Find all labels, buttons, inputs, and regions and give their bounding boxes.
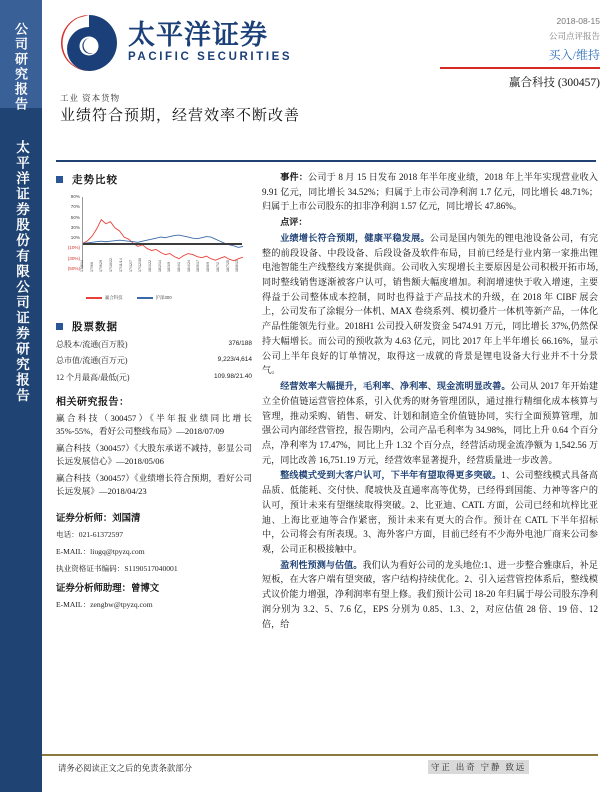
chart-x-tick: 18/5/17 [196, 260, 201, 272]
body-paragraph [262, 231, 598, 378]
chart-y-axis [56, 193, 81, 269]
sidebar-top-label: 公司研究报告 [13, 22, 28, 112]
chart-x-tick: 18/1/22 [147, 260, 152, 272]
chart-x-tick: 18/7/2 [215, 262, 220, 272]
chart-y-tick: 10% [70, 235, 80, 241]
analyst-license: 执业资格证书编码：S1190517040001 [56, 563, 178, 573]
chart-x-axis [80, 258, 242, 294]
stock-data-label: 总市值/流通(百万元) [56, 356, 128, 366]
related-research-item[interactable]: 赢合科技（300457）《大股东承诺不减持，彰显公司长远发展信心》—2018/05/06 [56, 442, 252, 466]
pacific-securities-logo-icon [58, 12, 120, 74]
chart-y-tick: (50%) [67, 266, 80, 271]
page-title: 业绩符合预期，经营效率不断改善 [60, 108, 301, 124]
paragraph-lead: 盈利性预测与估值。 [280, 559, 363, 570]
stock-data-value: 376/188 [228, 340, 252, 347]
chart-x-tick: 17/9/29 [99, 260, 104, 272]
sidebar-bottom-label: 太平洋证券股份有限公司证券研究报告 [14, 140, 29, 404]
square-bullet-icon [56, 176, 63, 183]
company-name: 赢合科技 (300457) [508, 77, 600, 90]
sector-label: 工业 资本货物 [60, 93, 121, 103]
analyst-title: 证券分析师：刘国清 [56, 513, 141, 524]
brand-logo [58, 12, 292, 74]
paragraph-lead: 经营效率大幅提升，毛利率、净利率、现金流明显改善。 [280, 381, 511, 392]
stock-data-value: 9,223/4,614 [217, 356, 252, 364]
chart-x-tick: 17/11/14 [118, 258, 123, 272]
stock-data-row [56, 356, 252, 366]
square-bullet-icon [56, 323, 63, 330]
footer-slogan: 守正 出奇 宁静 致远 [428, 760, 529, 774]
brand-name-en: PACIFIC SECURITIES [128, 51, 293, 64]
stock-data-section-header [56, 319, 252, 334]
body-paragraph [262, 170, 598, 214]
paragraph-text: 公司是国内领先的锂电池设备公司，有完整的前段设备、中段设备、后段设备及软件布局，目前已经是行业内第一家推出锂电池智能生产线整线方案提供商。公司收入实现增长主要原因是公司积极开拓市场,同时整线销售逐渐被客户认可，销售额大幅度增加。利润增速快于收入增速，主要得益于公司整体成本控制，同时也得益于产品技术的升级，在 2018 年 CIBF 展会上，公司发布了涂辊分一体机、MAX 卷绕系列、模切叠片一体机等新产品，一体化产品性能领先行业。2018H1 公司投入研发资金 5474.91 万元，同比增长 37%,仍然保持大幅增长。而公司的预收款为 4.63 亿元，同比 2017 年上半年增长 66.16%，显示公司上半年良好的订单情况，取得这一成就的背景是锂电设备大行业并不十分景气。 [262, 232, 598, 376]
body-paragraph [262, 379, 598, 467]
chart-legend [86, 295, 172, 301]
chart-x-tick: 18/3/9 [167, 262, 172, 272]
legend-label-0: 赢合科技 [105, 295, 123, 300]
chart-x-tick: 17/10/22 [109, 258, 114, 272]
chart-x-tick: 18/6/9 [206, 262, 211, 272]
footer-divider [42, 754, 598, 756]
stock-data-section-title: 股票数据 [72, 322, 118, 333]
paragraph-text: 我们认为看好公司的龙头地位:1、进一步整合雅康后，补足短板，在大客户端有望突破，客户结构持续优化。2、引入运营管控体系后，整线模式议价能力增强，净利润率有望上修。我们预计公司 18-20 年归属于母公司股东净利润分别为 3.2、5、7.6 亿，EPS 分别为 0.85、1.3、2，对应估值 28 倍、19 倍、12 倍，给 [262, 559, 598, 629]
chart-series-line [83, 235, 243, 247]
related-research-title: 相关研究报告： [56, 397, 130, 409]
assistant-title: 证券分析师助理：曾博文 [56, 583, 160, 594]
stock-data-value: 109.98/21.40 [214, 372, 252, 380]
legend-item-1 [137, 295, 172, 301]
report-date: 2018-08-15 [556, 16, 600, 26]
chart-y-tick: (10%) [67, 245, 80, 251]
header-red-rule [440, 67, 600, 69]
chart-section-header [56, 172, 252, 187]
chart-series-svg [83, 197, 243, 269]
chart-section-title: 走势比较 [72, 175, 118, 186]
assistant-email: E-MAIL：zengbw@tpyzq.com [56, 599, 153, 609]
legend-item-0 [86, 295, 123, 301]
chart-x-tick: 17/8/14 [80, 260, 84, 272]
stock-data-row [56, 340, 252, 350]
chart-zero-line [83, 243, 242, 244]
brand-name-cn: 太平洋证券 [128, 20, 268, 51]
chart-x-tick: 18/2/14 [157, 260, 162, 272]
chart-y-tick: 30% [70, 224, 80, 230]
chart-plot-area [82, 197, 242, 269]
chart-x-tick: 17/12/30 [138, 258, 143, 272]
rating-badge: 买入/维持 [548, 48, 600, 62]
report-body [262, 170, 598, 632]
related-research-item[interactable]: 赢合科技（300457）《半年报业绩同比增长 35%-55%，看好公司整线布局》—2018/07/09 [56, 413, 252, 437]
chart-y-tick: 70% [70, 204, 80, 210]
chart-x-tick: 18/8/13 [235, 260, 240, 272]
left-column [56, 172, 252, 616]
paragraph-lead: 业绩增长符合预期，健康平稳发展。 [280, 232, 430, 243]
chart-x-tick: 18/4/24 [186, 260, 191, 272]
paragraph-text: 公司于 8 月 15 日发布 2018 年半年度业绩，2018 年上半年实现营业收入 9.91 亿元，同比增长 34.52%；归属于上市公司净利润 1.7 亿元，同比增长 48.71%；归属于上市公司股东的扣非净利润 1.57 亿元，同比增长 47.86%。 [262, 172, 598, 212]
body-paragraph [262, 468, 598, 556]
chart-x-tick: 17/12/7 [128, 260, 133, 272]
analyst-phone: 电话：021-61372597 [56, 529, 124, 539]
chart-y-tick: 90% [70, 194, 80, 199]
related-research-item[interactable]: 赢合科技（300457）《业绩增长符合预期，看好公司长远发展》—2018/04/23 [56, 472, 252, 496]
paragraph-lead: 整线模式受到大客户认可，下半年有望取得更多突破。 [280, 470, 502, 481]
stock-data-row [56, 373, 252, 383]
legend-swatch-1 [137, 297, 153, 299]
paragraph-text: 1、公司整线模式具备高品质、低能耗、交付快、爬坡快及直通率高等优势，已经得到国能、力神等客户的认可，预计未来有望继续取得突破。2、比亚迪、CATL 方面，公司已经和坑梓比亚迪、上海比亚迪等合作紧密，预计未来有更大的合作。预计在 CATL 下半年招标中，公司将会有所表现。3、海外客户方面，目前已经有不少海外电池厂商来公司参观，公司正积极接触中。 [262, 470, 598, 554]
paragraph-text: 公司从 2017 年开始建立全价值链运营管控体系，引入优秀的财务管理团队，通过推行精细化成本核算与管理，推动采购、销售、研发、计划和制造全价值链协同，实行全面预算管理，加强公司内部经营管控，报告期内，公司产品毛利率为 34.98%，同比上升 0.64 个百分点，净利率为 17.47%，同比上升 1.32 个百分点，经营活动现金流净额为 1,542.56 万元，同比改善 16,751.19 万元，经营效率显著提升，经营质量进一步改善。 [262, 381, 598, 465]
paragraph-lead: 事件： [280, 172, 309, 182]
body-paragraph [262, 215, 598, 230]
analyst-email: E-MAIL：liugq@tpyzq.com [56, 546, 145, 556]
stock-data-label: 总股本/流通(百万股) [56, 340, 128, 349]
chart-y-tick: 50% [70, 214, 80, 220]
legend-label-1: 沪深300 [155, 295, 172, 300]
chart-x-tick: 17/9/6 [89, 262, 94, 272]
stock-data-table [56, 340, 252, 383]
header-meta [390, 16, 600, 90]
left-sidebar [0, 0, 42, 792]
chart-y-tick: (30%) [67, 255, 80, 261]
paragraph-lead: 点评： [280, 217, 308, 228]
report-type: 公司点评报告 [548, 31, 600, 41]
brand-logo-text [128, 22, 292, 64]
stock-data-label: 12 个月最高/最低(元) [56, 372, 130, 382]
body-paragraph [262, 558, 598, 632]
title-divider [56, 160, 596, 162]
chart-series-line [83, 220, 243, 261]
chart-x-tick: 18/4/1 [177, 262, 181, 272]
footer-disclaimer: 请务必阅读正文之后的免责条款部分 [58, 764, 192, 773]
chart-x-tick: 18/7/25 [225, 260, 230, 272]
legend-swatch-0 [86, 297, 102, 299]
related-research-list [56, 412, 252, 497]
price-comparison-chart [56, 193, 248, 303]
body-paragraph-list [262, 170, 598, 631]
